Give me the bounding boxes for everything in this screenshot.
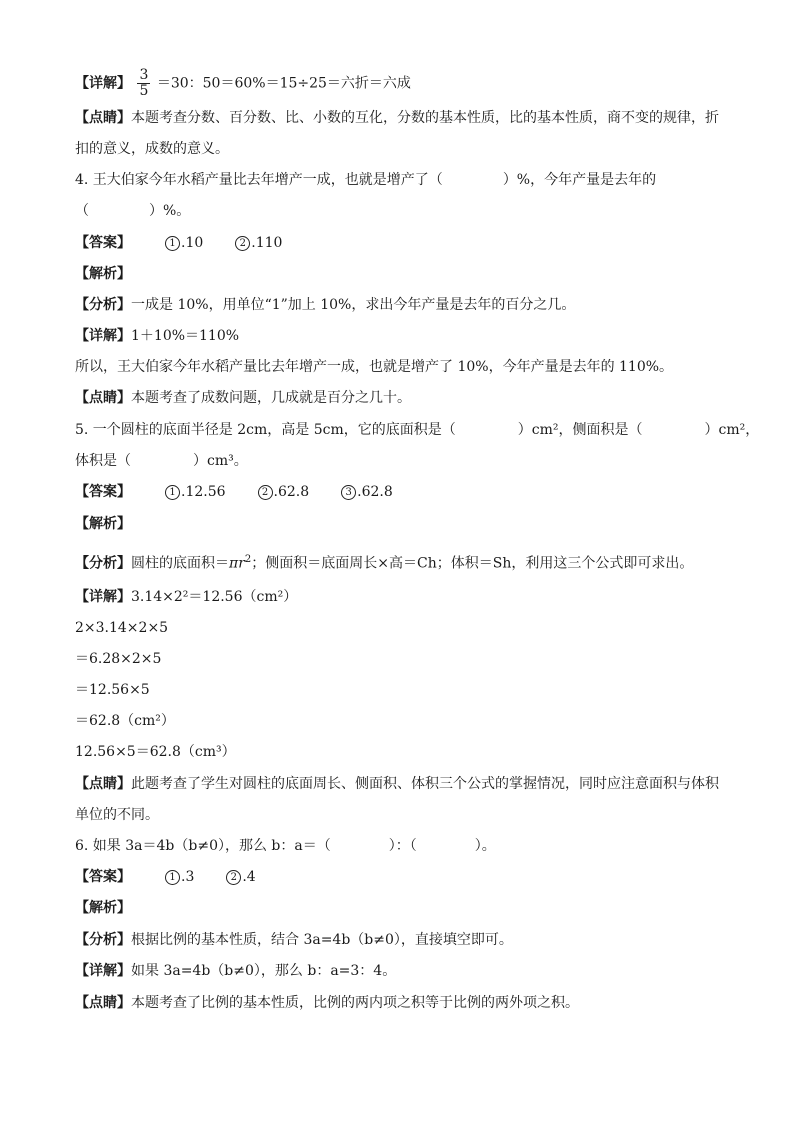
- circled-number: 2: [235, 236, 250, 251]
- calc-step: ＝12.56×5: [75, 682, 150, 698]
- calc-step: ＝62.8（cm²）: [75, 713, 175, 729]
- q4-answer: [75, 233, 282, 253]
- q3-tip-cont: 扣的意义，成数的意义。: [75, 141, 229, 157]
- question-text: ）。: [474, 838, 496, 854]
- tip-text: 本题考查了比例的基本性质，比例的两内项之积等于比例的两外项之积。: [131, 995, 579, 1011]
- analysis-text: 根据比例的基本性质，结合 3a=4b（b≠0），直接填空即可。: [131, 932, 513, 948]
- q5-answer: [75, 482, 393, 502]
- q6-tip: [75, 993, 579, 1013]
- analysis-sub-tag: 【分析】: [75, 932, 131, 948]
- analysis-sub-tag: 【分析】: [75, 555, 131, 572]
- formula-exponent: 2: [244, 554, 252, 565]
- answer-value: .62.8: [357, 484, 393, 500]
- tip-tag: 【点睛】: [75, 776, 131, 792]
- analysis-sub-tag: 【分析】: [75, 297, 131, 313]
- tip-text: 此题考查了学生对圆柱的底面周长、侧面积、体积三个公式的掌握情况，同时应注意面积与体积: [131, 776, 719, 792]
- q6-question: [75, 836, 496, 856]
- q5-question-cont: [75, 451, 248, 471]
- formula: πr: [229, 555, 245, 572]
- q4-conclusion: 所以，王大伯家今年水稻产量比去年增产一成，也就是增产了 10%，今年产量是去年的 110%。: [75, 359, 674, 375]
- answer-value: .110: [251, 235, 283, 251]
- q5-analysis-tag: [75, 514, 131, 534]
- q4-question: [75, 170, 656, 190]
- circled-number: 1: [165, 870, 180, 885]
- analysis-text: 圆柱的底面积＝: [131, 555, 229, 572]
- circled-number: 2: [258, 485, 273, 500]
- circled-number: 1: [165, 236, 180, 251]
- fraction-denominator: 5: [139, 83, 149, 99]
- detail-text: 1＋10%＝110%: [131, 328, 240, 344]
- detail-tag: 【详解】: [75, 75, 131, 92]
- question-text: 5. 一个圆柱的底面半径是 2cm，高是 5cm，它的底面积是（: [75, 422, 456, 438]
- question-text: 6. 如果 3a＝4b（b≠0），那么 b：a＝（: [75, 838, 331, 854]
- q6-analysis: [75, 930, 513, 950]
- calc-step: 12.56×5＝62.8（cm³）: [75, 744, 236, 760]
- q3-tip-line: [75, 108, 719, 128]
- question-text: （: [75, 203, 89, 219]
- answer-value: .62.8: [273, 484, 310, 500]
- q4-analysis: [75, 295, 575, 315]
- question-text: ）cm²，侧面积是（: [517, 422, 643, 438]
- q6-answer: [75, 867, 256, 887]
- detail-text: 3.14×2²＝12.56（cm²）: [131, 589, 298, 605]
- answer-value: .10: [181, 235, 204, 251]
- analysis-text: ；侧面积＝底面周长×高＝Ch；体积＝Sh，利用这三个公式即可求出。: [251, 555, 694, 572]
- q4-analysis-tag: [75, 264, 131, 284]
- q4-question-cont: [75, 201, 190, 221]
- q5-tip-cont: 单位的不同。: [75, 807, 159, 823]
- question-text: 体积是（: [75, 453, 131, 469]
- question-text: ）cm²，: [704, 422, 760, 438]
- q6-detail: [75, 961, 396, 981]
- calc-step: ＝6.28×2×5: [75, 651, 162, 667]
- answer-tag: 【答案】: [75, 869, 131, 885]
- answer-value: .12.56: [181, 484, 226, 500]
- q3-detail-line: [75, 68, 411, 99]
- tip-text: 本题考查分数、百分数、比、小数的互化，分数的基本性质，比的基本性质，商不变的规律，折: [131, 110, 719, 126]
- tip-tag: 【点睛】: [75, 110, 131, 126]
- tip-tag: 【点睛】: [75, 995, 131, 1011]
- question-text: ）：（: [388, 838, 417, 854]
- tip-tag: 【点睛】: [75, 390, 131, 406]
- circled-number: 1: [165, 485, 180, 500]
- answer-value: .3: [181, 869, 195, 885]
- detail-text: ＝30：50＝60%＝15÷25＝六折＝六成: [156, 75, 411, 92]
- question-text: 4. 王大伯家今年水稻产量比去年增产一成，也就是增产了（: [75, 172, 443, 188]
- q4-tip: [75, 388, 411, 408]
- question-text: ）%。: [149, 203, 191, 219]
- detail-text: 如果 3a=4b（b≠0），那么 b：a=3：4。: [131, 963, 397, 979]
- circled-number: 2: [226, 870, 241, 885]
- q5-detail: [75, 587, 297, 607]
- detail-tag: 【详解】: [75, 589, 131, 605]
- analysis-tag: 【解析】: [75, 266, 131, 282]
- q5-tip: [75, 774, 719, 794]
- fraction-numerator: 3: [139, 67, 149, 83]
- q5-analysis: [75, 550, 693, 574]
- analysis-tag: 【解析】: [75, 900, 131, 916]
- answer-tag: 【答案】: [75, 484, 131, 500]
- tip-text: 本题考查了成数问题，几成就是百分之几十。: [131, 390, 411, 406]
- question-text: ）cm³。: [193, 453, 248, 469]
- calc-step: 2×3.14×2×5: [75, 620, 169, 636]
- answer-value: .4: [242, 869, 256, 885]
- circled-number: 3: [341, 485, 356, 500]
- analysis-text: 一成是 10%，用单位“1”加上 10%，求出今年产量是去年的百分之几。: [131, 297, 576, 313]
- q6-analysis-tag: [75, 898, 131, 918]
- q5-question: [75, 420, 759, 440]
- answer-tag: 【答案】: [75, 235, 131, 251]
- q4-detail: [75, 326, 239, 346]
- fraction: [137, 68, 150, 99]
- analysis-tag: 【解析】: [75, 516, 131, 532]
- question-text: ）%，今年产量是去年的: [502, 172, 657, 188]
- detail-tag: 【详解】: [75, 328, 131, 344]
- detail-tag: 【详解】: [75, 963, 131, 979]
